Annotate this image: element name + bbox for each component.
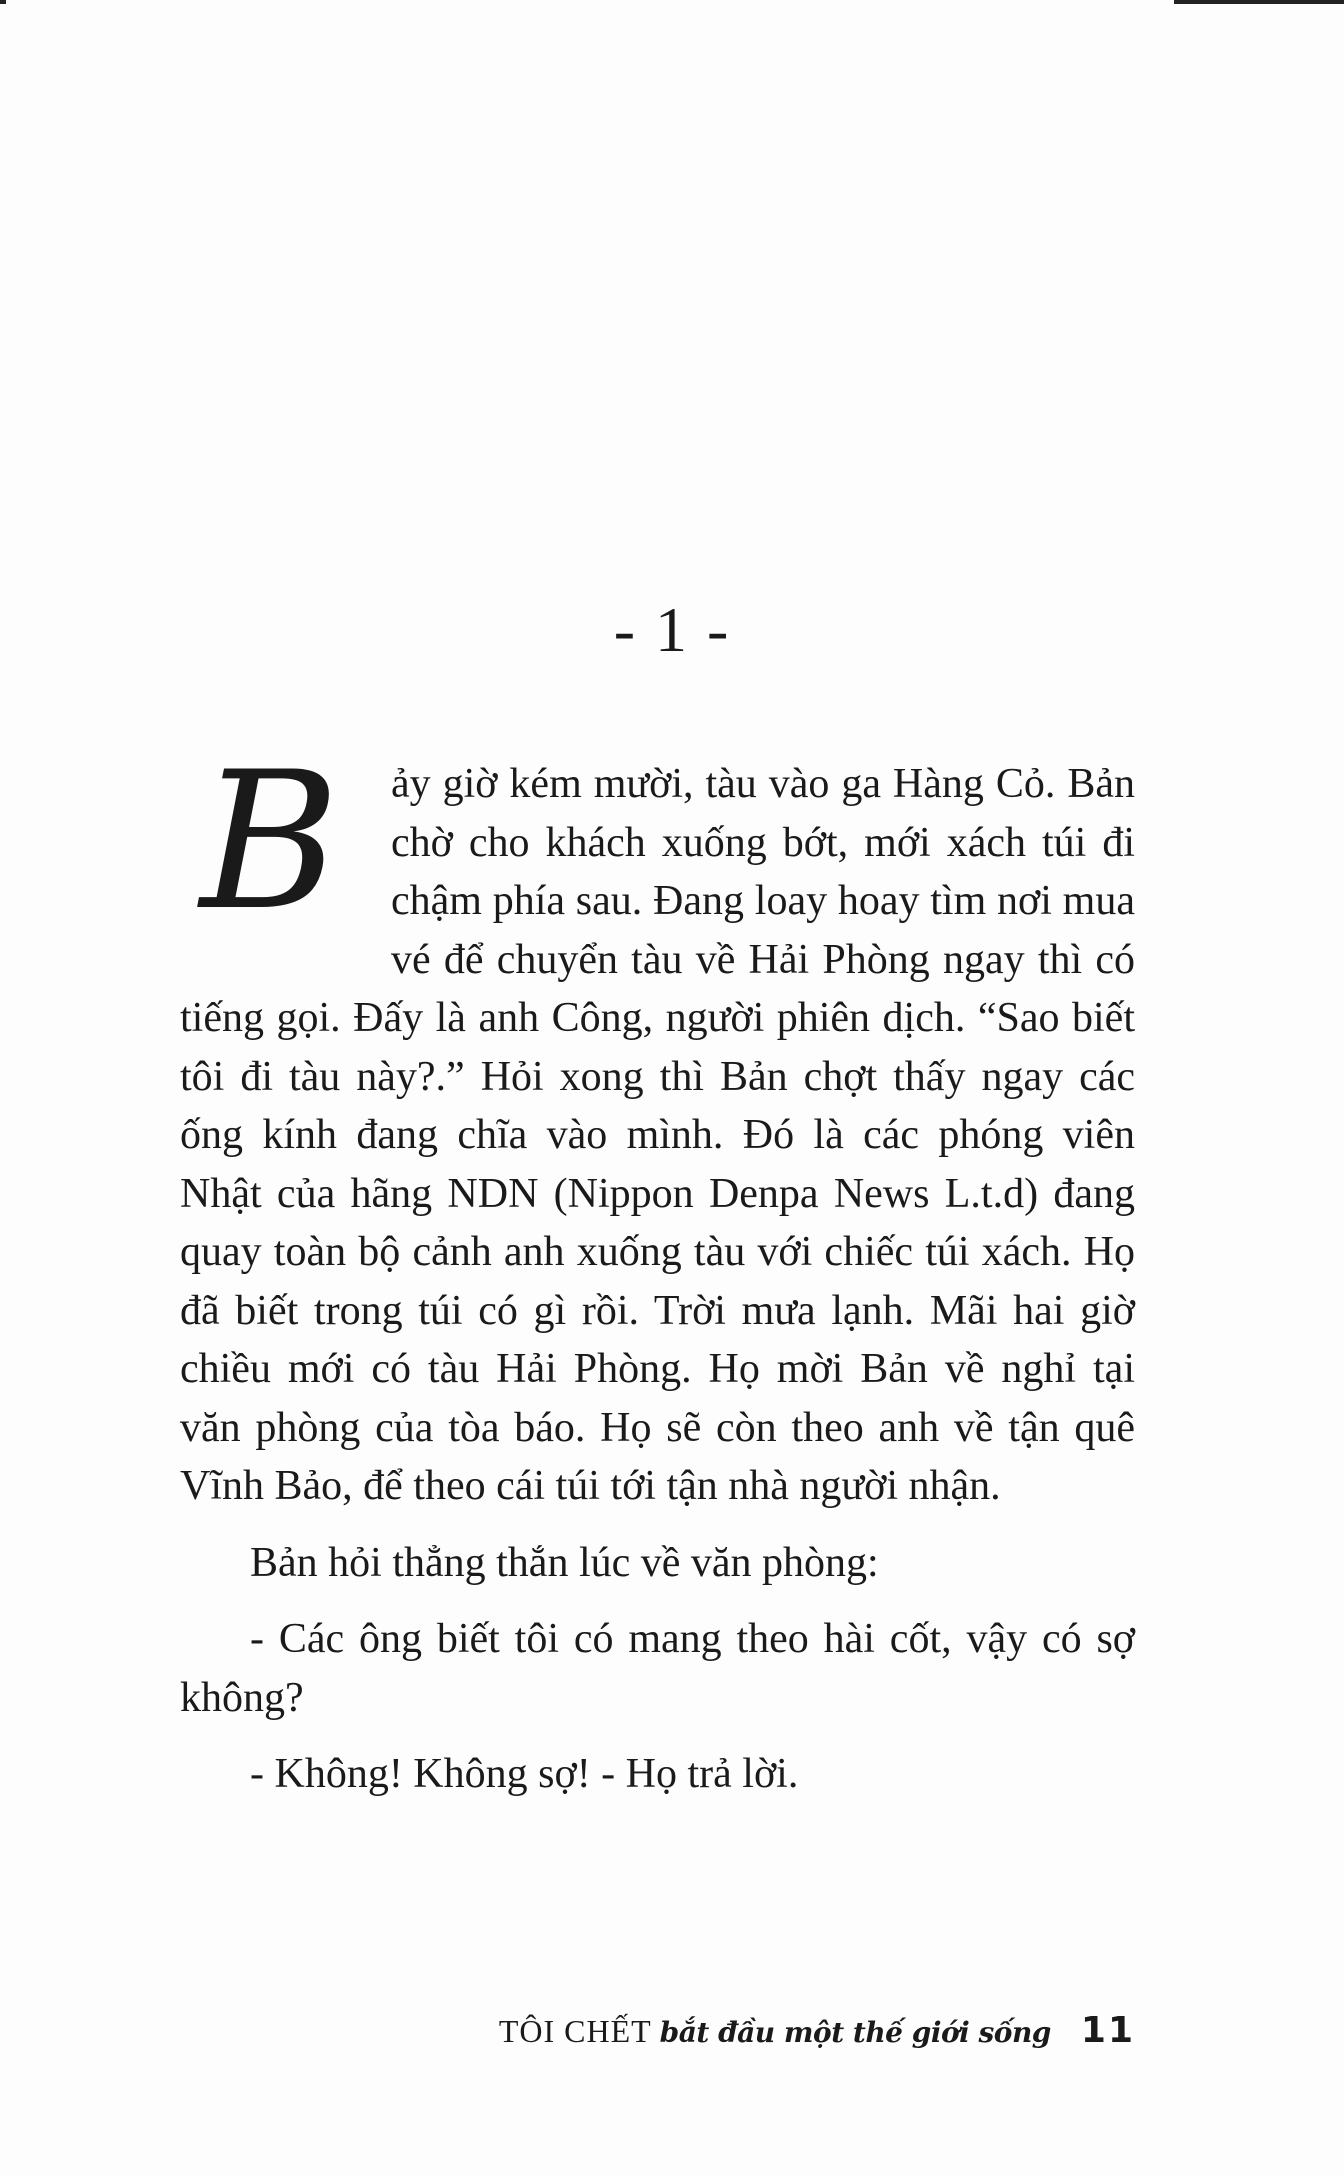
footer-title-caps: TÔI CHẾT [498, 2013, 652, 2049]
paragraph-2: Bản hỏi thẳng thắn lúc về văn phòng: [250, 1539, 879, 1586]
paragraph-3: - Các ông biết tôi có mang theo hài cốt, vậy có sợ không? [180, 1616, 1135, 1721]
chapter-heading: - 1 - [613, 594, 731, 665]
top-left-edge-mark [0, 0, 6, 4]
first-paragraph [180, 731, 1135, 1516]
page-number: 11 [1080, 2010, 1135, 2051]
running-footer [0, 2007, 1135, 2057]
footer-title-italic: bắt đầu một thế giới sống [659, 2016, 1051, 2049]
top-right-rule [1174, 0, 1344, 4]
paragraph-4: - Không! Không sợ! - Họ trả lời. [250, 1751, 799, 1797]
drop-cap: B [200, 731, 340, 952]
first-paragraph-text: ảy giờ kém mười, tàu vào ga Hàng Cỏ. Bản chờ cho khách xuống bớt, mới xách túi đi chậm phía sau. Đang loay hoay tìm nơi mua vé để chuyển tàu về Hải Phòng ngay thì có tiếng gọi. Đấy là anh Công, người phiên dịch. “Sao biết tôi đi tàu này?.” Hỏi xong thì Bản chợt thấy ngay các ống kính đang chĩa vào mình. Đó là các phóng viên Nhật của hãng NDN (Nippon Denpa News L.t.d) đang quay toàn bộ cảnh anh xuống tàu với chiếc túi xách. Họ đã biết trong túi có gì rồi. Trời mưa lạnh. Mãi hai giờ chiều mới có tàu Hải Phòng. Họ mời Bản về nghỉ tại văn phòng của tòa báo. Họ sẽ còn theo anh về tận quê Vĩnh Bảo, để theo cái túi tới tận nhà người nhận. [180, 761, 1135, 1509]
body-text [180, 731, 1135, 1804]
